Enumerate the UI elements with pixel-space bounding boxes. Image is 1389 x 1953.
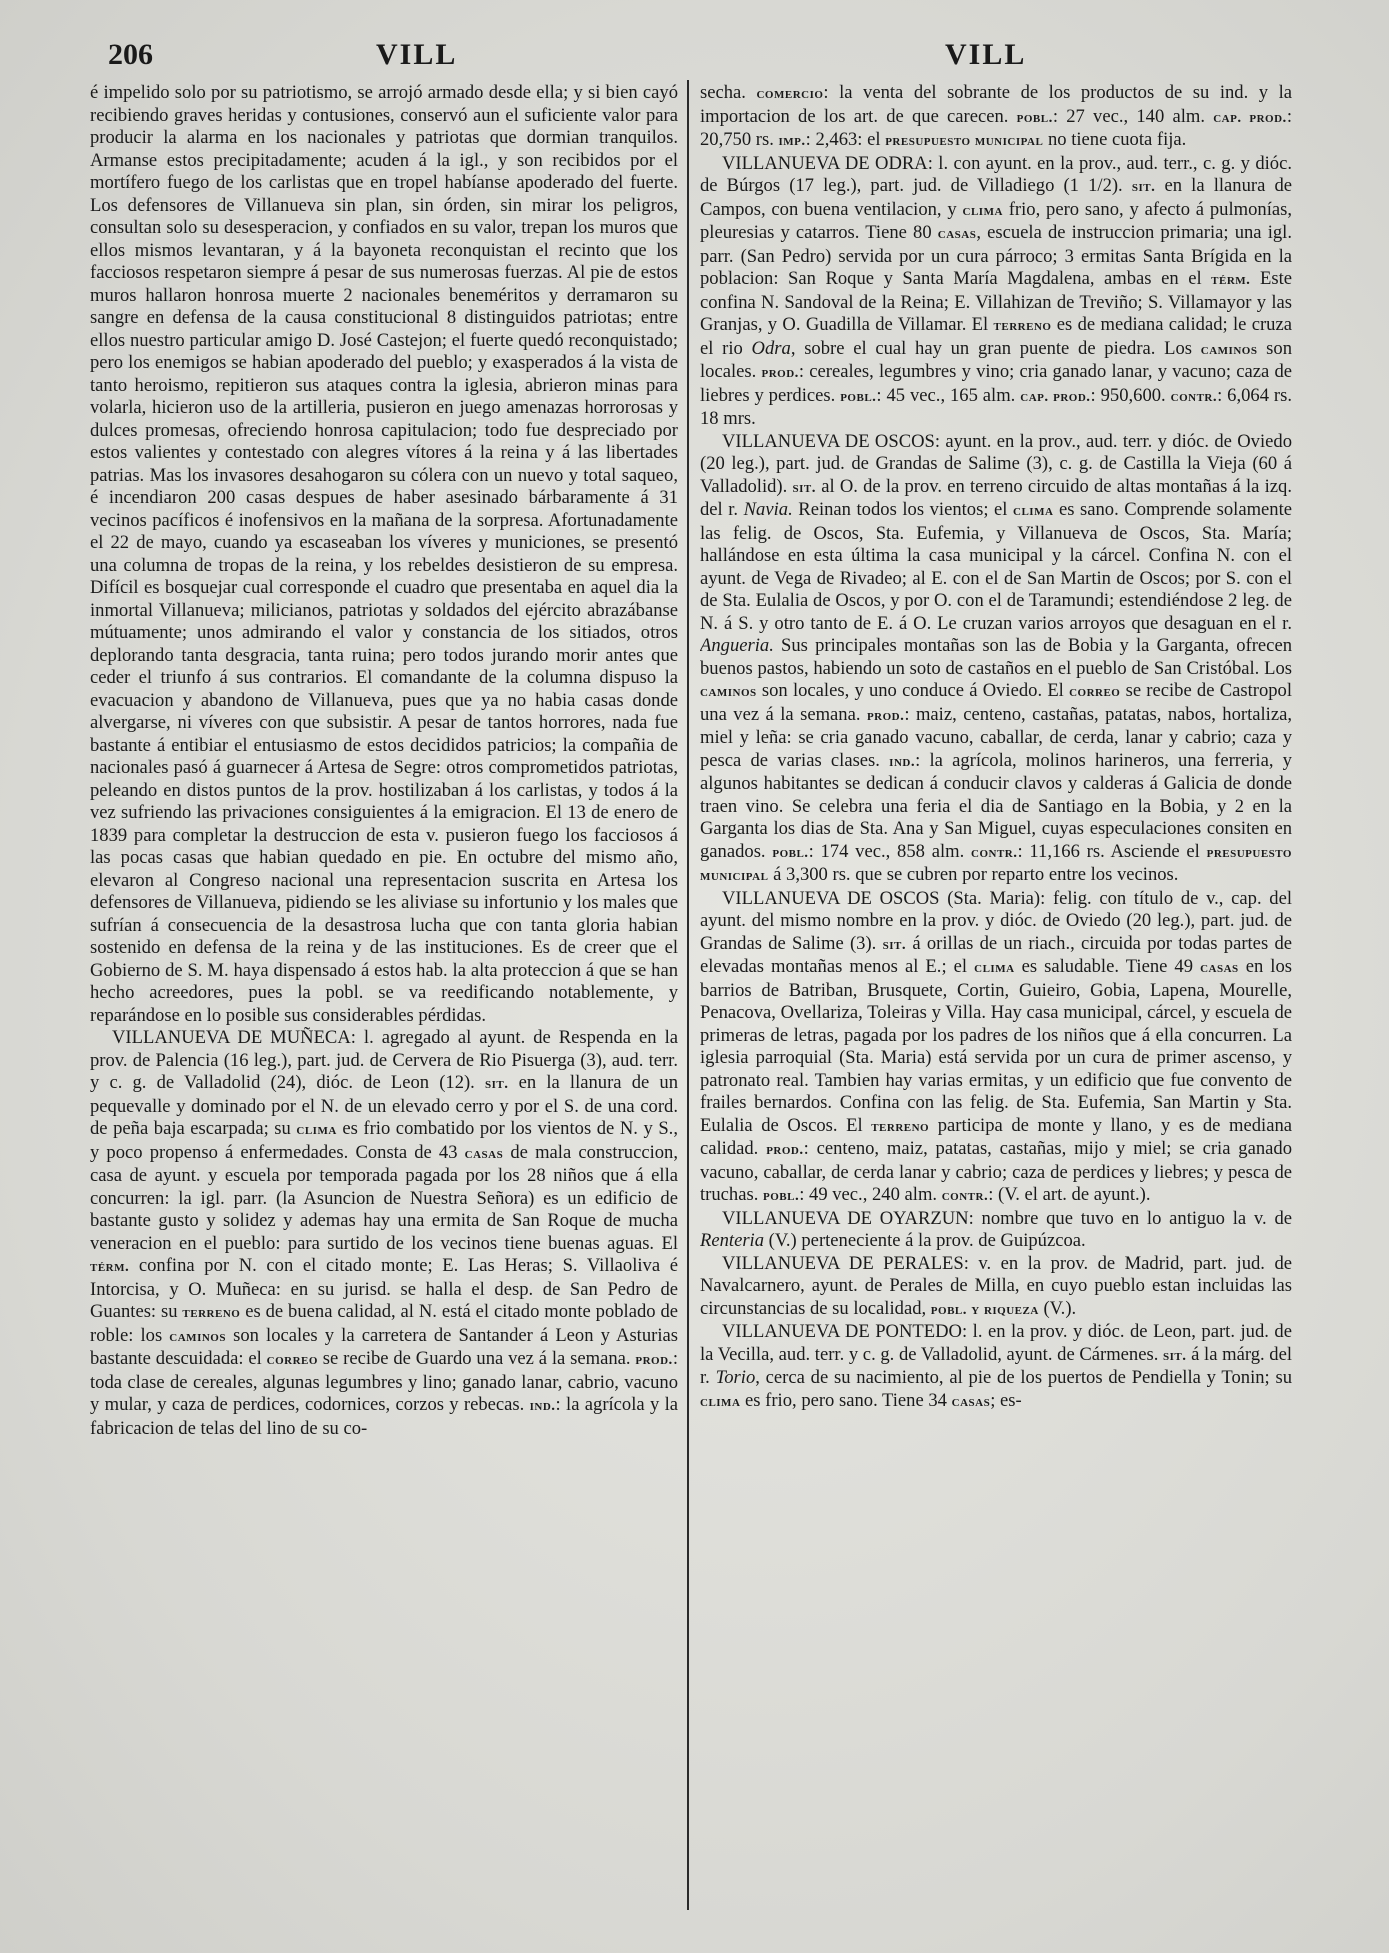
right-column xyxy=(700,82,1292,1912)
entry-title: VILLANUEVA DE PONTEDO: xyxy=(722,1321,968,1342)
entry-villanueva-de-oyarzun: VILLANUEVA DE OYARZUN: nombre que tuvo en lo antiguo la v. de Renteria (V.) perteneciente á la prov. de Guipúzcoa. xyxy=(700,1207,1292,1251)
entry-villanueva-de-odra: VILLANUEVA DE ODRA: l. con ayunt. en la prov., aud. terr., c. g. y dióc. de Búrgos (17 leg.), part. jud. de Villadiego (1 1/2). sit. en la llanura de Campos, con buena ventilacion, y clima frio, pero sano, y afecto á pulmonías, pleuresias y catarros. Tiene 80 casas, escuela de instruccion primaria; una igl. parr. (San Pedro) servida por un cura párroco; 3 ermitas Santa Brígida en la poblacion: San Roque y Santa María Magdalena, ambas en el térm. Este confina N. Sandoval de la Reina; E. Villahizan de Treviño; S. Villamayor y las Granjas, y O. Guadilla de Villamar. El terreno es de mediana calidad; le cruza el rio Odra, sobre el cual hay un gran puente de piedra. Los caminos son locales. prod.: cereales, legumbres y vino; cria ganado lanar, y vacuno; caza de liebres y perdices. pobl.: 45 vec., 165 alm. cap. prod.: 950,600. contr.: 6,064 rs. 18 mrs. xyxy=(700,152,1292,429)
entry-villanueva-de-muneca: VILLANUEVA DE MUÑECA: l. agregado al ayunt. de Respenda en la prov. de Palencia (16 leg.), part. jud. de Cervera de Rio Pisuerga (3), aud. terr. y c. g. de Valladolid (24), dióc. de Leon (12). sit. en la llanura de un pequevalle y dominado por el N. de un elevado cerro y por el S. de una cord. de peña baja escarpada; su clima es frio combatido por los vientos de N. y S., y poco propenso á enfermedades. Consta de 43 casas de mala construccion, casa de ayunt. y escuela por temporada pagada por los 28 niños que á ella concurren: la igl. parr. (la Asuncion de Nuestra Señora) es un edificio de bastante gusto y solidez y ademas hay una ermita de San Roque de mucha veneracion en el pueblo: para surtido de los vecinos tiene buenas aguas. El térm. confina por N. con el citado monte; E. Las Heras; S. Villaoliva é Intorcisa, y O. Muñeca: en su jurisd. se halla el desp. de San Pedro de Guantes: su terreno es de buena calidad, al N. está el citado monte poblado de roble: los caminos son locales y la carretera de Santander á Leon y Asturias bastante descuidada: el correo se recibe de Guardo una vez á la semana. prod.: toda clase de cereales, algunas legumbres y lino; ganado lanar, cabrio, vacuno y mular, y caza de perdices, codornices, corzos y rebecas. ind.: la agrícola y la fabricacion de telas del lino de su co- xyxy=(90,1027,678,1439)
running-head-right: VILL xyxy=(945,38,1027,71)
entry-title: VILLANUEVA DE OSCOS: xyxy=(722,430,941,452)
paragraph-villanueva-history: é impelido solo por su patriotismo, se arrojó armado desde ella; y si bien cayó recibiendo graves heridas y contusiones, conservó aun el suficiente valor para producir la alarma en los nacionales y patriotas que dormian tranquilos. Armanse estos precipitadamente; acuden á la igl., y son recibidos por el mortífero fuego de los carlistas que en tropel habíanse apoderado del fuerte. Los defensores de Villanueva sin plan, sin órden, sin mirar los peligros, consultan solo su desesperacion, y confiados en su valor, trepan los muros que ellos mismos levantaran, y á la bayoneta reconquistan el recinto que los facciosos respetaron siempre á pesar de sus numerosas fuerzas. Al pie de estos muros hallaron honrosa muerte 2 nacionales beneméritos y derramaron su sangre en defensa de la causa constitucional 8 distinguidos patriotas; entre ellos nuestro particular amigo D. José Castejon; el fuerte quedó reconquistado; pero los enemigos se habian apoderado del pueblo; y exasperados á la vista de tanto heroismo, repitieron sus ataques contra la iglesia, abrieron minas para volarla, hicieron uso de la artilleria, pusieron en juego amenazas horrorosas y dulces promesas, ofreciendo honrosa capitulacion; todo fue despreciado por estos valientes y contestado con alegres vítores á la reina y á las libertades patrias. Mas los invasores desahogaron su cólera con un nuevo y total saqueo, é incendiaron 200 casas despues de haber asesinado bárbaramente á 31 vecinos pacíficos é inofensivos en la mañana de la sorpresa. Afortunadamente el 22 de mayo, cuando ya escaseaban los víveres y municiones, se presentó una columna de tropas de la reina, y los rebeldes desistieron de su empresa. Difícil es bosquejar cual corresponde el cuadro que presentaba en aquel dia la inmortal Villanueva; milicianos, patriotas y soldados del ejército abrazábanse mútuamente; unos admirando el valor y constancia de los sitiados, otros deplorando tanta desgracia, tanta ruina; pero todos jurando morir antes que ceder el triunfo á sus contrarios. El comandante de la columna dispuso la evacuacion y abandono de Villanueva, pues que ya no habia casas donde alvergarse, ni víveres con que subsistir. A pesar de tantos horrores, nada fue bastante á entibiar el entusiasmo de estos decididos patricios; la compañia de nacionales pasó á guarnecer á Artesa de Segre: otros comprometidos patriotas, peleando en distos puntos de la prov. hostilizaban á los carlistas, y todos á la vez sufriendo las privaciones consiguientes á la emigracion. El 13 de enero de 1839 para completar la destruccion de esta v. pusieron fuego los facciosos á las pocas casas que habian quedado en pie. En octubre del mismo año, elevaron al Congreso nacional una representacion suscrita en Artesa los defensores de Villanueva, pidiendo se les aliviase su infortunio y los males que sufrían á consecuencia de la desastrosa lucha que con tanta gloria habian sostenido en defensa de la reina y de las instituciones. Es de creer que el Gobierno de S. M. haya dispensado á estos hab. la alta proteccion á que se han hecho acreedores, pues la pobl. se va reedificando notablemente, y reparándose en lo posible sus considerables pérdidas. xyxy=(90,82,678,1026)
entry-title: VILLANUEVA DE OYARZUN: xyxy=(722,1207,974,1229)
entry-title: VILLANUEVA DE OSCOS (Sta. Maria): xyxy=(722,887,1046,909)
entry-title: VILLANUEVA DE PERALES: xyxy=(722,1252,969,1274)
running-head-left: VILL xyxy=(376,38,458,71)
column-divider xyxy=(687,80,689,1910)
entry-villanueva-de-pontedo: VILLANUEVA DE PONTEDO: l. en la prov. y dióc. de Leon, part. jud. de la Vecilla, aud. terr. y c. g. de Valladolid, ayunt. de Cármenes. sit. á la márg. del r. Torio, cerca de su nacimiento, al pie de los puertos de Pendiella y Tonin; su clima es frio, pero sano. Tiene 34 casas; es- xyxy=(700,1321,1292,1411)
left-column xyxy=(90,82,678,1912)
entry-title: VILLANUEVA DE MUÑECA: xyxy=(112,1027,356,1048)
entry-villanueva-de-perales: VILLANUEVA DE PERALES: v. en la prov. de Madrid, part. jud. de Navalcarnero, ayunt. de Perales de Milla, en cuyo pueblo estan incluidas las circunstancias de su localidad, pobl. y riqueza (V.). xyxy=(700,1252,1292,1319)
page-number: 206 xyxy=(108,38,153,71)
entry-continuation: secha. comercio: la venta del sobrante de los productos de su ind. y la importacion de los art. de que carecen. pobl.: 27 vec., 140 alm. cap. prod.: 20,750 rs. imp.: 2,463: el presupuesto municipal no tiene cuota fija. xyxy=(700,82,1292,150)
entry-title: VILLANUEVA DE ODRA: xyxy=(722,152,933,174)
entry-villanueva-de-oscos: VILLANUEVA DE OSCOS: ayunt. en la prov., aud. terr. y dióc. de Oviedo (20 leg.), part. jud. de Grandas de Salime (3), c. g. de Castilla la Vieja (60 á Valladolid). sit. al O. de la prov. en terreno circuido de altas montañas á la izq. del r. Navia. Reinan todos los vientos; el clima es sano. Comprende solamente las felig. de Oscos, Sta. Eufemia, y Villanueva de Oscos, Sta. María; hallándose en esta última la casa municipal y la cárcel. Confina N. con el ayunt. de Vega de Rivadeo; al E. con el de San Martin de Oscos; por S. con el de Sta. Eulalia de Oscos, y por O. con el de Taramundi; estendiéndose 2 leg. de N. á S. y otro tanto de E. á O. Le cruzan varios arroyos que desaguan en el r. Angueria. Sus principales montañas son las de Bobia y la Garganta, ofrecen buenos pastos, habiendo un soto de castaños en el pueblo de San Cristóbal. Los caminos son locales, y uno conduce á Oviedo. El correo se recibe de Castropol una vez á la semana. prod.: maiz, centeno, castañas, patatas, nabos, hortaliza, miel y leña: se cria ganado vacuno, caballar, de cerda, lanar y cabrio; caza y pesca de varias clases. ind.: la agrícola, molinos harineros, una ferreria, y algunos habitantes se dedican á conducir clavos y calderas á Galicia de donde traen vino. Se celebra una feria el dia de Santiago en la Bobia, y 2 en la Garganta los dias de Sta. Ana y San Miguel, cuyas especulaciones consiten en ganados. pobl.: 174 vec., 858 alm. contr.: 11,166 rs. Asciende el presupuesto municipal á 3,300 rs. que se cubren por reparto entre los vecinos. xyxy=(700,430,1292,885)
entry-villanueva-de-oscos-sta-maria: VILLANUEVA DE OSCOS (Sta. Maria): felig. con título de v., cap. del ayunt. del mismo nombre en la prov. y dióc. de Oviedo (20 leg.), part. jud. de Grandas de Salime (3). sit. á orillas de un riach., circuida por todas partes de elevadas montañas menos al E.; el clima es saludable. Tiene 49 casas en los barrios de Batriban, Brusquete, Cortin, Guieiro, Gobia, Lapena, Mourelle, Penacova, Ovellariza, Toleiras y Villa. Hay casa municipal, cárcel, y escuela de primeras de letras, pagada por los padres de los niños que á ella concurren. La iglesia parroquial (Sta. Maria) está servida por un cura de primer ascenso, y patronato real. Tambien hay varias ermitas, y un edificio que fue convento de frailes bernardos. Confina con las felig. de Sta. Eufemia, San Martin y Sta. Eulalia de Oscos. El terreno participa de monte y llano, y es de mediana calidad. prod.: centeno, maiz, patatas, castañas, mijo y miel; se cria ganado vacuno, caballar, de cerda lanar y cabrio; caza de perdices y liebres; y pesca de truchas. pobl.: 49 vec., 240 alm. contr.: (V. el art. de ayunt.). xyxy=(700,887,1292,1205)
